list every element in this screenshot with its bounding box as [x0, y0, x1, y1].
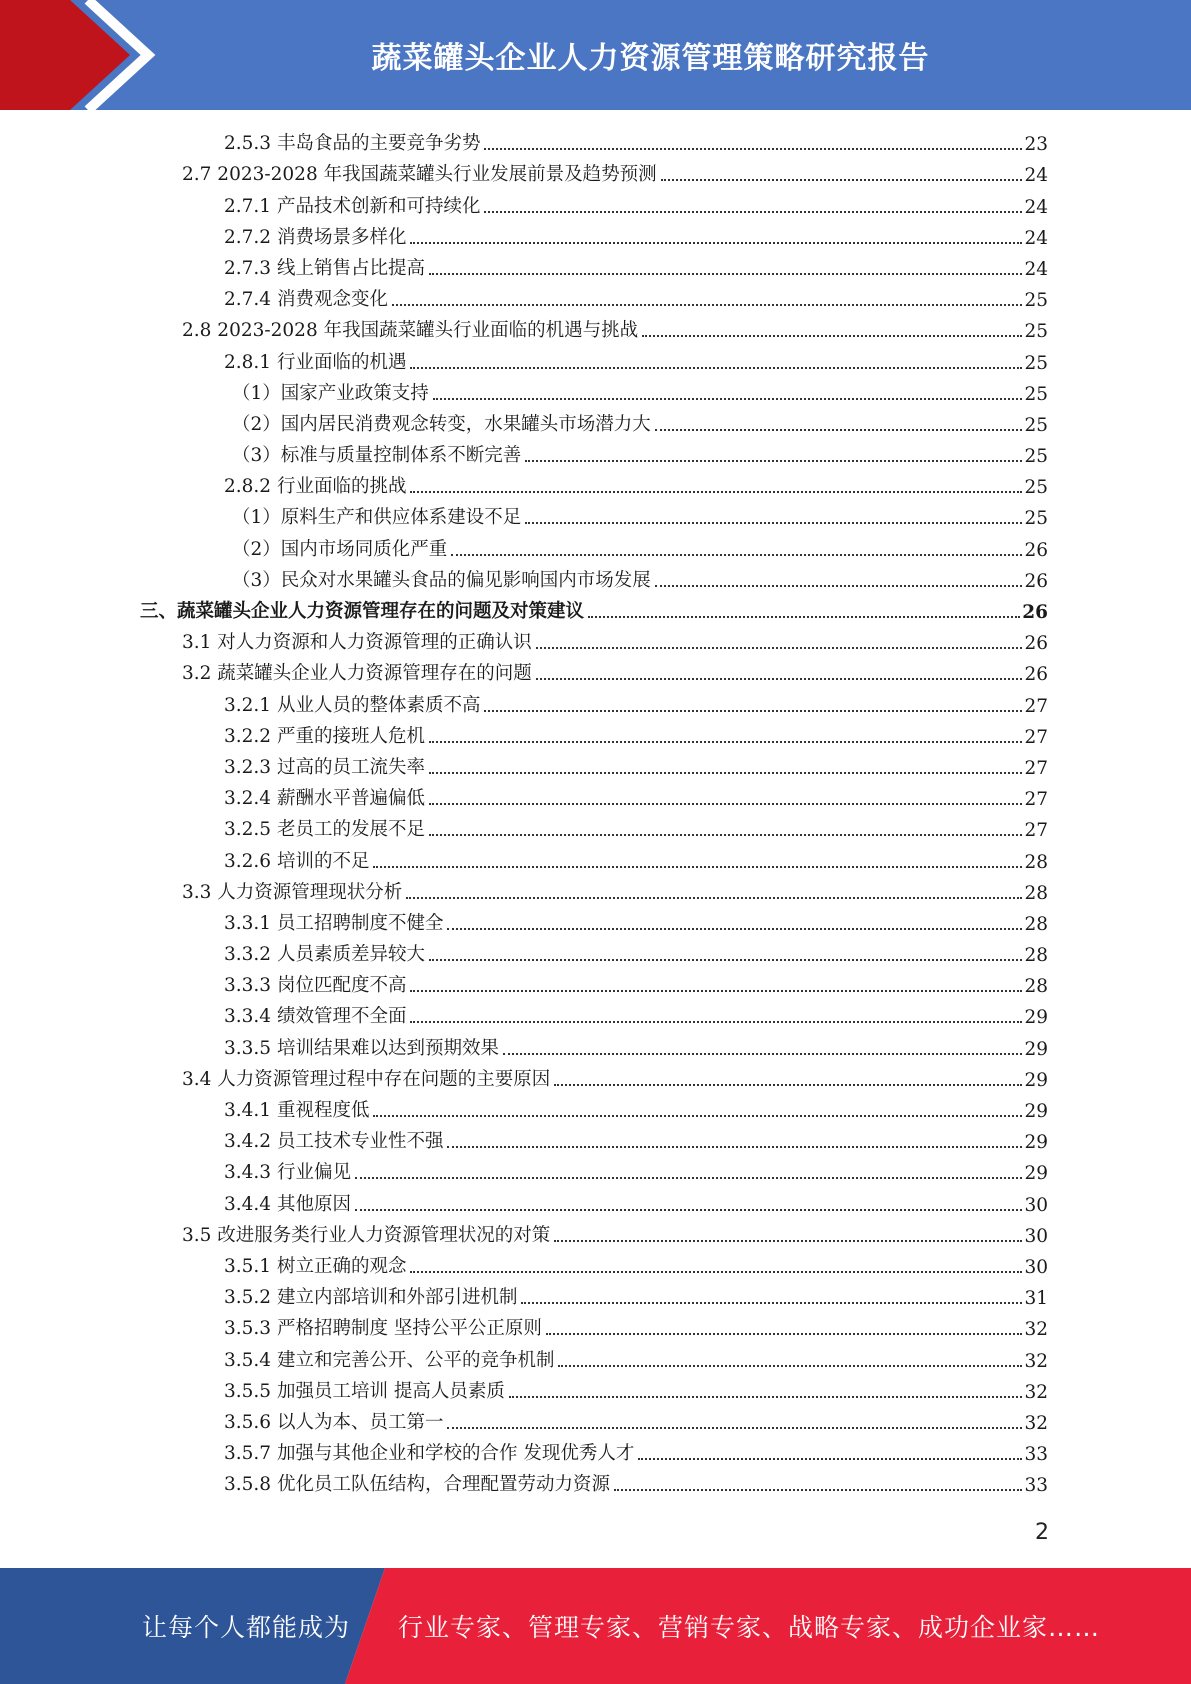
toc-entry-title: 3.5.7 加强与其他企业和学校的合作 发现优秀人才 [224, 1443, 635, 1465]
toc-entry-title: （3）民众对水果罐头食品的偏见影响国内市场发展 [232, 569, 651, 591]
toc-entry[interactable] [140, 1407, 1048, 1438]
toc-entry[interactable] [140, 128, 1048, 159]
toc-entry-page: 25 [1024, 446, 1048, 468]
toc-entry-page: 27 [1024, 695, 1048, 717]
toc-entry[interactable] [140, 1188, 1048, 1219]
toc-leader-dots [536, 647, 1023, 649]
toc-leader-dots [655, 429, 1023, 431]
toc-entry-page: 25 [1024, 414, 1048, 436]
toc-leader-dots [554, 1240, 1022, 1242]
toc-entry-title: 2.7.4 消费观念变化 [224, 289, 388, 311]
toc-entry[interactable] [140, 689, 1048, 720]
toc-leader-dots [447, 928, 1022, 930]
toc-entry-title: 3.2.2 严重的接班人危机 [224, 725, 425, 747]
toc-entry-page: 26 [1024, 633, 1048, 655]
toc-entry[interactable] [140, 502, 1048, 533]
toc-entry-title: 3.5.6 以人为本、员工第一 [224, 1411, 444, 1433]
toc-leader-dots [429, 741, 1022, 743]
toc-entry-title: 3.3.4 绩效管理不全面 [224, 1006, 407, 1028]
toc-entry-title: 2.8.1 行业面临的机遇 [224, 351, 407, 373]
toc-entry-title: 2.7.1 产品技术创新和可持续化 [224, 195, 481, 217]
toc-entry-title: 3.5 改进服务类行业人力资源管理状况的对策 [182, 1224, 551, 1246]
toc-leader-dots [392, 304, 1022, 306]
toc-entry-page: 32 [1024, 1381, 1048, 1403]
toc-entry[interactable] [140, 845, 1048, 876]
toc-entry-title: 3.1 对人力资源和人力资源管理的正确认识 [182, 632, 532, 654]
toc-entry-page: 29 [1024, 1007, 1048, 1029]
toc-entry[interactable] [140, 315, 1048, 346]
toc-entry-title: 3.2.5 老员工的发展不足 [224, 819, 425, 841]
toc-entry-page: 31 [1024, 1288, 1048, 1310]
toc-leader-dots [373, 1115, 1022, 1117]
toc-entry-title: 3.5.3 严格招聘制度 坚持公平公正原则 [224, 1318, 542, 1340]
toc-entry[interactable] [140, 1064, 1048, 1095]
toc-entry[interactable] [140, 1376, 1048, 1407]
toc-entry-title: 2.7 2023-2028 年我国蔬菜罐头行业发展前景及趋势预测 [182, 164, 657, 186]
toc-entry-title: （3）标准与质量控制体系不断完善 [232, 445, 522, 467]
toc-entry[interactable] [140, 1032, 1048, 1063]
toc-entry[interactable] [140, 970, 1048, 1001]
toc-entry-page: 32 [1024, 1350, 1048, 1372]
toc-entry-title: 3.3.5 培训结果难以达到预期效果 [224, 1037, 499, 1059]
toc-entry-title: 2.7.2 消费场景多样化 [224, 226, 407, 248]
toc-leader-dots [484, 148, 1022, 150]
toc-entry-page: 30 [1024, 1256, 1048, 1278]
toc-leader-dots [429, 834, 1022, 836]
toc-entry[interactable] [140, 752, 1048, 783]
toc-entry-page: 25 [1024, 508, 1048, 530]
toc-entry-title: 3.4 人力资源管理过程中存在问题的主要原因 [182, 1068, 551, 1090]
toc-entry-title: 3.3.1 员工招聘制度不健全 [224, 912, 444, 934]
toc-entry-title: 3.4.2 员工技术专业性不强 [224, 1131, 444, 1153]
toc-entry[interactable] [140, 1126, 1048, 1157]
toc-leader-dots [355, 1209, 1023, 1211]
toc-leader-dots [614, 1489, 1022, 1491]
toc-entry[interactable] [140, 1438, 1048, 1469]
toc-entry[interactable] [140, 1282, 1048, 1313]
toc-leader-dots [410, 491, 1022, 493]
report-header [0, 0, 1191, 110]
toc-entry-page: 26 [1024, 570, 1048, 592]
toc-entry-page: 23 [1024, 134, 1048, 156]
footer-slogan-left: 让每个人都能成为 [142, 1613, 351, 1642]
toc-entry[interactable] [140, 190, 1048, 221]
toc-entry-page: 26 [1024, 664, 1048, 686]
toc-leader-dots [429, 803, 1022, 805]
toc-leader-dots [410, 242, 1022, 244]
toc-entry-title: （1）原料生产和供应体系建设不足 [232, 507, 522, 529]
toc-entry-page: 29 [1024, 1132, 1048, 1154]
toc-entry-page: 27 [1024, 820, 1048, 842]
toc-entry[interactable] [140, 533, 1048, 564]
toc-entry[interactable] [140, 1469, 1048, 1500]
toc-entry-page: 29 [1024, 1101, 1048, 1122]
toc-entry-page: 25 [1024, 321, 1048, 343]
toc-entry[interactable] [140, 409, 1048, 440]
report-footer [0, 1568, 1191, 1684]
toc-entry[interactable] [140, 627, 1048, 658]
page-number: 2 [1035, 1520, 1049, 1545]
toc-leader-dots [642, 335, 1022, 337]
toc-entry-title: 3.2 蔬菜罐头企业人力资源管理存在的问题 [182, 663, 532, 685]
toc-leader-dots [546, 1333, 1023, 1335]
toc-entry-title: 3.3 人力资源管理现状分析 [182, 881, 403, 903]
toc-entry-page: 30 [1024, 1194, 1048, 1216]
toc-entry-page: 24 [1024, 165, 1048, 187]
toc-entry[interactable] [140, 1251, 1048, 1282]
toc-entry-title: 3.2.3 过高的员工流失率 [224, 756, 425, 778]
toc-entry[interactable] [140, 253, 1048, 284]
toc-entry-page: 27 [1024, 757, 1048, 779]
toc-leader-dots [655, 585, 1023, 587]
toc-entry-page: 25 [1024, 477, 1048, 499]
toc-leader-dots [521, 1302, 1022, 1304]
toc-entry-title: 3.3.2 人员素质差异较大 [224, 944, 425, 966]
toc-entry[interactable] [140, 877, 1048, 908]
toc-entry[interactable] [140, 222, 1048, 253]
toc-entry-page: 24 [1024, 258, 1048, 280]
toc-leader-dots [373, 866, 1022, 868]
toc-entry[interactable] [140, 471, 1048, 502]
toc-leader-dots [661, 179, 1023, 181]
toc-leader-dots [355, 1177, 1023, 1179]
toc-entry-title: 3.5.2 建立内部培训和外部引进机制 [224, 1287, 518, 1309]
toc-entry-title: 3.4.1 重视程度低 [224, 1100, 370, 1121]
toc-entry-page: 24 [1024, 196, 1048, 218]
toc-entry-page: 28 [1024, 851, 1048, 873]
toc-entry[interactable] [140, 159, 1048, 190]
footer-slogan-right: 行业专家、管理专家、营销专家、战略专家、成功企业家…… [398, 1613, 1101, 1642]
toc-entry-title: （2）国内市场同质化严重 [232, 538, 448, 560]
toc-entry-page: 30 [1024, 1225, 1048, 1247]
toc-entry-page: 28 [1024, 882, 1048, 904]
toc-leader-dots [554, 1084, 1022, 1086]
toc-entry-title: 3.5.4 建立和完善公开、公平的竞争机制 [224, 1349, 555, 1371]
toc-leader-dots [406, 897, 1022, 899]
toc-entry-title: 3.2.1 从业人员的整体素质不高 [224, 694, 481, 716]
toc-entry-page: 29 [1024, 1069, 1048, 1091]
toc-entry-title: 3.2.4 薪酬水平普遍偏低 [224, 788, 425, 810]
toc-entry-title: 3.4.3 行业偏见 [224, 1162, 351, 1184]
toc-entry[interactable] [140, 1220, 1048, 1251]
toc-entry[interactable] [140, 1001, 1048, 1032]
toc-leader-dots [558, 1365, 1022, 1367]
toc-entry[interactable] [140, 346, 1048, 377]
toc-entry[interactable] [140, 1344, 1048, 1375]
toc-entry-title: 3.2.6 培训的不足 [224, 850, 370, 872]
toc-entry[interactable] [140, 596, 1048, 627]
toc-entry-title: 3.4.4 其他原因 [224, 1193, 351, 1215]
toc-leader-dots [503, 1053, 1022, 1055]
toc-entry-page: 26 [1022, 602, 1048, 623]
toc-entry-title: （2）国内居民消费观念转变，水果罐头市场潜力大 [232, 413, 651, 435]
toc-entry[interactable] [140, 658, 1048, 689]
toc-entry-page: 25 [1024, 290, 1048, 312]
toc-leader-dots [509, 1396, 1023, 1398]
toc-entry-title: 三、蔬菜罐头企业人力资源管理存在的问题及对策建议 [140, 601, 585, 622]
toc-leader-dots [525, 522, 1022, 524]
toc-leader-dots [429, 273, 1022, 275]
toc-leader-dots [447, 1427, 1022, 1429]
toc-entry-title: 2.5.3 丰岛食品的主要竞争劣势 [224, 133, 481, 155]
toc-entry-page: 27 [1024, 726, 1048, 748]
toc-entry-page: 29 [1024, 1038, 1048, 1060]
toc-leader-dots [410, 367, 1022, 369]
toc-entry-page: 29 [1024, 1163, 1048, 1185]
toc-entry[interactable] [140, 814, 1048, 845]
toc-entry[interactable] [140, 378, 1048, 409]
toc-leader-dots [410, 1021, 1022, 1023]
toc-entry-page: 32 [1024, 1319, 1048, 1341]
report-title: 蔬菜罐头企业人力资源管理策略研究报告 [371, 41, 930, 76]
toc-entry-title: 2.8.2 行业面临的挑战 [224, 476, 407, 498]
toc-entry[interactable] [140, 908, 1048, 939]
toc-entry-title: 2.7.3 线上销售占比提高 [224, 257, 425, 279]
toc-entry-title: 3.5.5 加强员工培训 提高人员素质 [224, 1380, 505, 1402]
toc-leader-dots [451, 554, 1022, 556]
toc-leader-dots [525, 460, 1022, 462]
toc-entry[interactable] [140, 284, 1048, 315]
toc-entry[interactable] [140, 783, 1048, 814]
toc-entry[interactable] [140, 721, 1048, 752]
toc-entry-page: 25 [1024, 383, 1048, 405]
toc-leader-dots [429, 772, 1022, 774]
toc-entry-title: 3.5.8 优化员工队伍结构，合理配置劳动力资源 [224, 1474, 610, 1496]
toc-entry-page: 28 [1024, 945, 1048, 967]
toc-leader-dots [429, 959, 1022, 961]
toc-leader-dots [638, 1458, 1022, 1460]
toc-entry[interactable] [140, 565, 1048, 596]
toc-leader-dots [410, 990, 1022, 992]
toc-entry-page: 28 [1024, 976, 1048, 998]
toc-entry-page: 32 [1024, 1412, 1048, 1434]
toc-leader-dots [447, 1146, 1022, 1148]
toc-entry-page: 26 [1024, 539, 1048, 561]
toc-entry-page: 33 [1024, 1475, 1048, 1497]
toc-entry-title: （1）国家产业政策支持 [232, 382, 429, 404]
toc-leader-dots [588, 616, 1020, 618]
toc-leader-dots [410, 1271, 1022, 1273]
toc-leader-dots [433, 398, 1023, 400]
toc-entry-title: 3.3.3 岗位匹配度不高 [224, 975, 407, 997]
toc-entry-page: 27 [1024, 789, 1048, 811]
table-of-contents [140, 128, 1048, 1500]
toc-leader-dots [536, 678, 1023, 680]
toc-entry[interactable] [140, 939, 1048, 970]
toc-leader-dots [484, 211, 1022, 213]
toc-entry-page: 28 [1024, 913, 1048, 935]
toc-entry-page: 25 [1024, 352, 1048, 374]
toc-entry-page: 33 [1024, 1444, 1048, 1466]
toc-entry-page: 24 [1024, 227, 1048, 249]
toc-entry[interactable] [140, 1313, 1048, 1344]
toc-entry[interactable] [140, 440, 1048, 471]
toc-entry[interactable] [140, 1157, 1048, 1188]
toc-entry[interactable] [140, 1095, 1048, 1126]
toc-leader-dots [484, 710, 1022, 712]
toc-entry-title: 2.8 2023-2028 年我国蔬菜罐头行业面临的机遇与挑战 [182, 320, 639, 342]
toc-entry-title: 3.5.1 树立正确的观念 [224, 1255, 407, 1277]
